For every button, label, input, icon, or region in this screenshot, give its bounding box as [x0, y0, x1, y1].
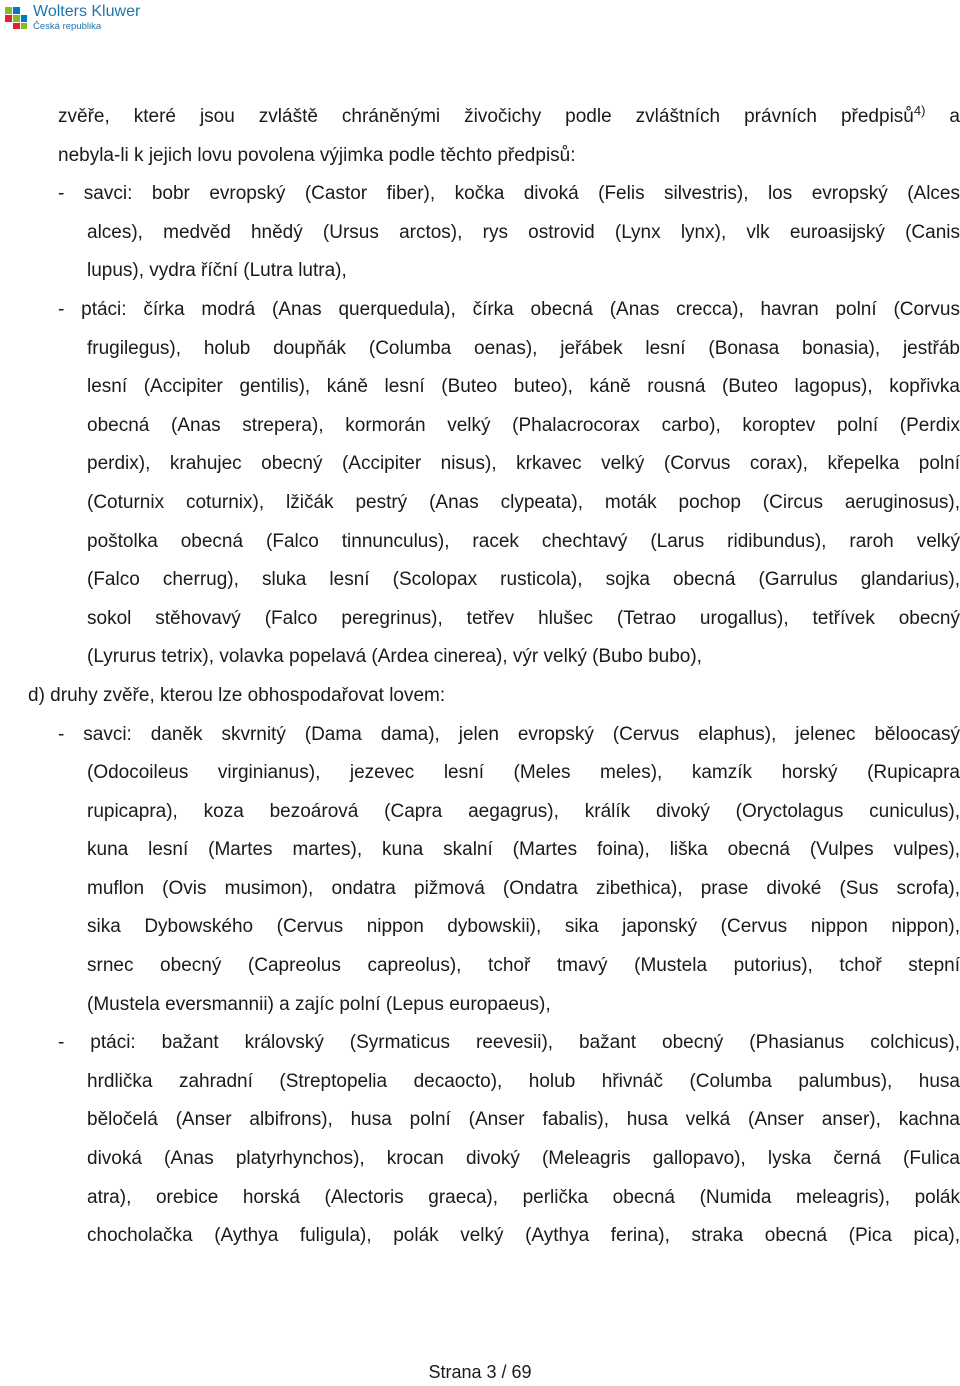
section-heading-d: d) druhy zvěře, kterou lze obhospodařovat lovem: — [28, 684, 446, 706]
text-line: hrdlička zahradní (Streptopelia decaocto), holub hřivnáč (Columba palumbus), husa — [87, 1070, 960, 1092]
text-line: frugilegus), holub doupňák (Columba oenas), jeřábek lesní (Bonasa bonasia), jestřáb — [87, 337, 960, 359]
text-line: muflon (Ovis musimon), ondatra pižmová (Ondatra zibethica), prase divoké (Sus scrofa), — [87, 877, 960, 899]
text-line: atra), orebice horská (Alectoris graeca), perlička obecná (Numida meleagris), polák — [87, 1186, 960, 1208]
text-line: (Odocoileus virginianus), jezevec lesní (Meles meles), kamzík horský (Rupicapra — [87, 762, 960, 784]
text-line: (Coturnix coturnix), lžičák pestrý (Anas clypeata), moták pochop (Circus aeruginosus), — [87, 491, 960, 513]
logo-brand: Wolters Kluwer — [33, 3, 141, 20]
text-line: sika Dybowského (Cervus nippon dybowskii), sika japonský (Cervus nippon nippon), — [87, 916, 960, 938]
text-line — [58, 98, 960, 137]
text-line: (Lyrurus tetrix), volavka popelavá (Ardea cinerea), výr velký (Bubo bubo), — [87, 646, 702, 668]
text-line: - savci: daněk skvrnitý (Dama dama), jelen evropský (Cervus elaphus), jelenec běloocasý — [58, 723, 960, 745]
text-line: (Mustela eversmannii) a zajíc polní (Lepus europaeus), — [87, 993, 551, 1015]
document-body — [28, 98, 960, 1256]
text-line: perdix), krahujec obecný (Accipiter nisus), krkavec velký (Corvus corax), křepelka polní — [87, 453, 960, 475]
text-line: lupus), vydra říční (Lutra lutra), — [87, 260, 347, 282]
text-line: - ptáci: bažant královský (Syrmaticus reevesii), bažant obecný (Phasianus colchicus), — [58, 1032, 960, 1054]
text-line: - ptáci: čírka modrá (Anas querquedula), čírka obecná (Anas crecca), havran polní (Corvus — [58, 298, 960, 320]
text-line: lesní (Accipiter gentilis), káně lesní (Buteo buteo), káně rousná (Buteo lagopus), kopřivka — [87, 376, 960, 398]
logo-subtitle: Česká republika — [33, 21, 102, 32]
text-line: chocholačka (Aythya fuligula), polák velký (Aythya ferina), straka obecná (Pica pica), — [87, 1225, 960, 1247]
text-line: - savci: bobr evropský (Castor fiber), kočka divoká (Felis silvestris), los evropský (Alces — [58, 183, 960, 205]
text-line: divoká (Anas platyrhynchos), krocan divoký (Meleagris gallopavo), lyska černá (Fulica — [87, 1148, 960, 1170]
text-line: kuna lesní (Martes martes), kuna skalní (Martes foina), liška obecná (Vulpes vulpes), — [87, 839, 960, 861]
text-line: alces), medvěd hnědý (Ursus arctos), rys ostrovid (Lynx lynx), vlk euroasijský (Canis — [87, 221, 960, 243]
text-line: běločelá (Anser albifrons), husa polní (Anser fabalis), husa velká (Anser anser), kachna — [87, 1109, 960, 1131]
text-line: obecná (Anas strepera), kormorán velký (Phalacrocorax carbo), koroptev polní (Perdix — [87, 414, 960, 436]
text-line: rupicapra), koza bezoárová (Capra aegagrus), králík divoký (Oryctolagus cuniculus), — [87, 800, 960, 822]
publisher-logo — [4, 4, 140, 32]
page-number: Strana 3 / 69 — [428, 1362, 532, 1382]
text-line: sokol stěhovavý (Falco peregrinus), tetřev hlušec (Tetrao urogallus), tetřívek obecný — [87, 607, 960, 629]
text-line: (Falco cherrug), sluka lesní (Scolopax rusticola), sojka obecná (Garrulus glandarius), — [87, 569, 960, 591]
text-line: srnec obecný (Capreolus capreolus), tchoř tmavý (Mustela putorius), tchoř stepní — [87, 955, 960, 977]
footnote-ref: 4) — [913, 103, 926, 118]
wolters-kluwer-logo-icon — [4, 6, 28, 30]
text-line: poštolka obecná (Falco tinnunculus), racek chechtavý (Larus ridibundus), raroh velký — [87, 530, 960, 552]
line-text: zvěře, které jsou zvláště chráněnými živočichy podle zvláštních právních předpisů — [58, 106, 914, 127]
line-text: a — [925, 106, 960, 127]
text-line: nebyla-li k jejich lovu povolena výjimka podle těchto předpisů: — [58, 144, 576, 166]
